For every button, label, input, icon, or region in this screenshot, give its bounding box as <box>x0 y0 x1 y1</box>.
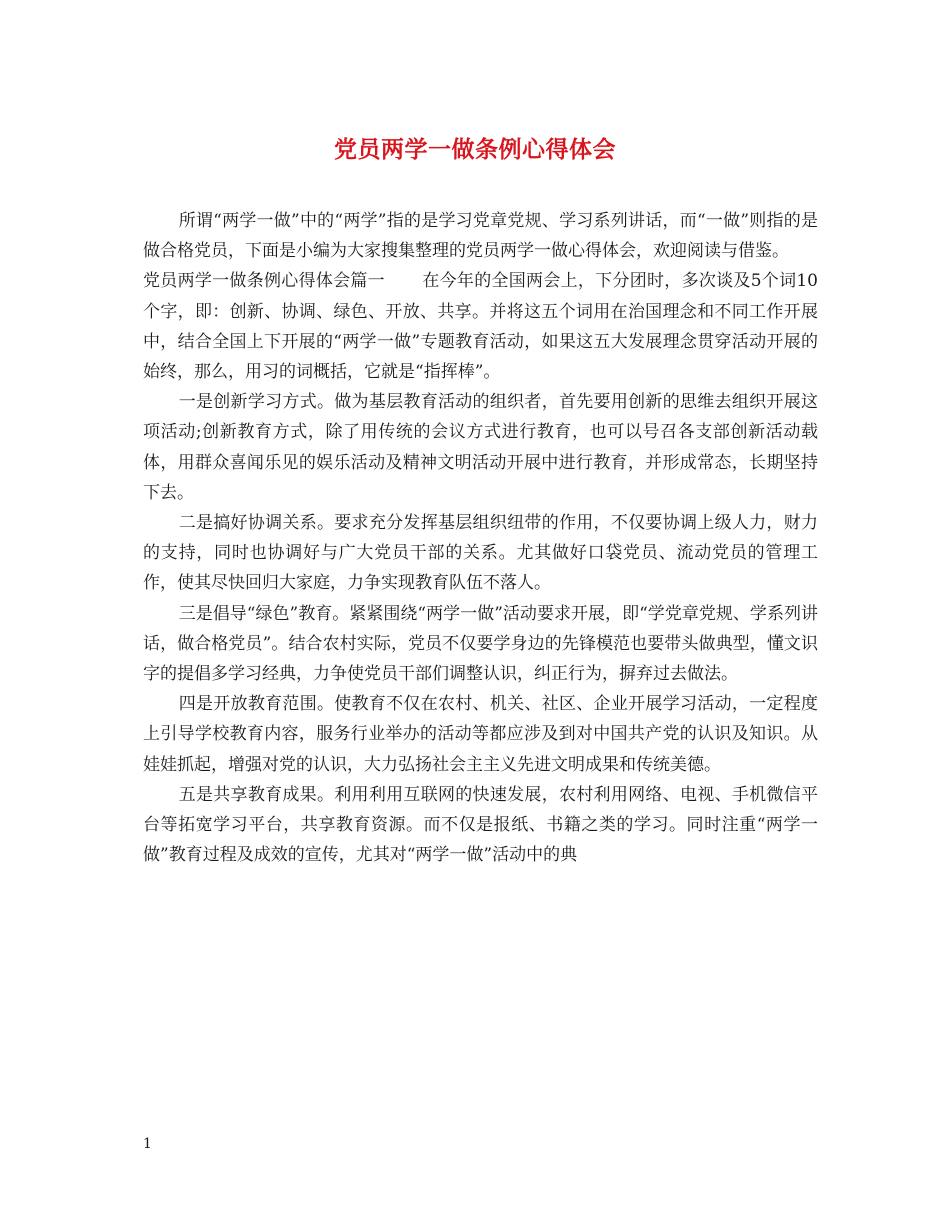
section-lead-text: 在今年的全国两会上，下分团时，多次谈及5个词10个字，即：创新、协调、绿色、开放、共享。并将这五个词用在治国理念和不同工作开展中，结合全国上下开展的“两学一做”专题教育活动，如果这五大发展理念贯穿活动开展的始终，那么，用习的词概括，它就是“指挥棒”。 <box>143 271 818 383</box>
paragraph-coordination: 二是搞好协调关系。要求充分发挥基层组织纽带的作用，不仅要协调上级人力，财力的支持，同时也协调好与广大党员干部的关系。尤其做好口袋党员、流动党员的管理工作，使其尽快回归大家庭，力争实现教育队伍不落人。 <box>143 513 818 594</box>
document-body <box>143 206 818 870</box>
intro-paragraph: 所谓“两学一做”中的“两学”指的是学习党章党规、学习系列讲话，而“一做”则指的是做合格党员，下面是小编为大家搜集整理的党员两学一做心得体会，欢迎阅读与借鉴。 <box>143 211 818 262</box>
section-paragraph <box>143 266 818 387</box>
page-number: 1 <box>143 1136 152 1152</box>
paragraph-innovation: 一是创新学习方式。做为基层教育活动的组织者，首先要用创新的思维去组织开展这项活动;创新教育方式，除了用传统的会议方式进行教育，也可以号召各支部创新活动载体，用群众喜闻乐见的娱乐活动及精神文明活动开展中进行教育，并形成常态，长期坚持下去。 <box>143 392 818 503</box>
paragraph-sharing: 五是共享教育成果。利用利用互联网的快速发展，农村利用网络、电视、手机微信平台等拓宽学习平台，共享教育资源。而不仅是报纸、书籍之类的学习。同时注重“两学一做”教育过程及成效的宣传，尤其对“两学一做”活动中的典 <box>143 784 818 866</box>
document-title: 党员两学一做条例心得体会 <box>334 136 616 163</box>
section-heading: 党员两学一做条例心得体会篇一 <box>143 271 385 292</box>
paragraph-green: 三是倡导“绿色”教育。紧紧围绕“两学一做”活动要求开展，即“学党章党规、学系列讲话，做合格党员”。结合农村实际，党员不仅要学身边的先锋模范也要带头做典型，懂文识字的提倡多学习经典，力争使党员干部们调整认识，纠正行为，摒弃过去做法。 <box>143 603 818 685</box>
paragraph-openness: 四是开放教育范围。使教育不仅在农村、机关、社区、企业开展学习活动，一定程度上引导学校教育内容，服务行业举办的活动等都应涉及到对中国共产党的认识及知识。从娃娃抓起，增强对党的认识，大力弘扬社会主主义先进文明成果和传统美德。 <box>143 694 818 775</box>
